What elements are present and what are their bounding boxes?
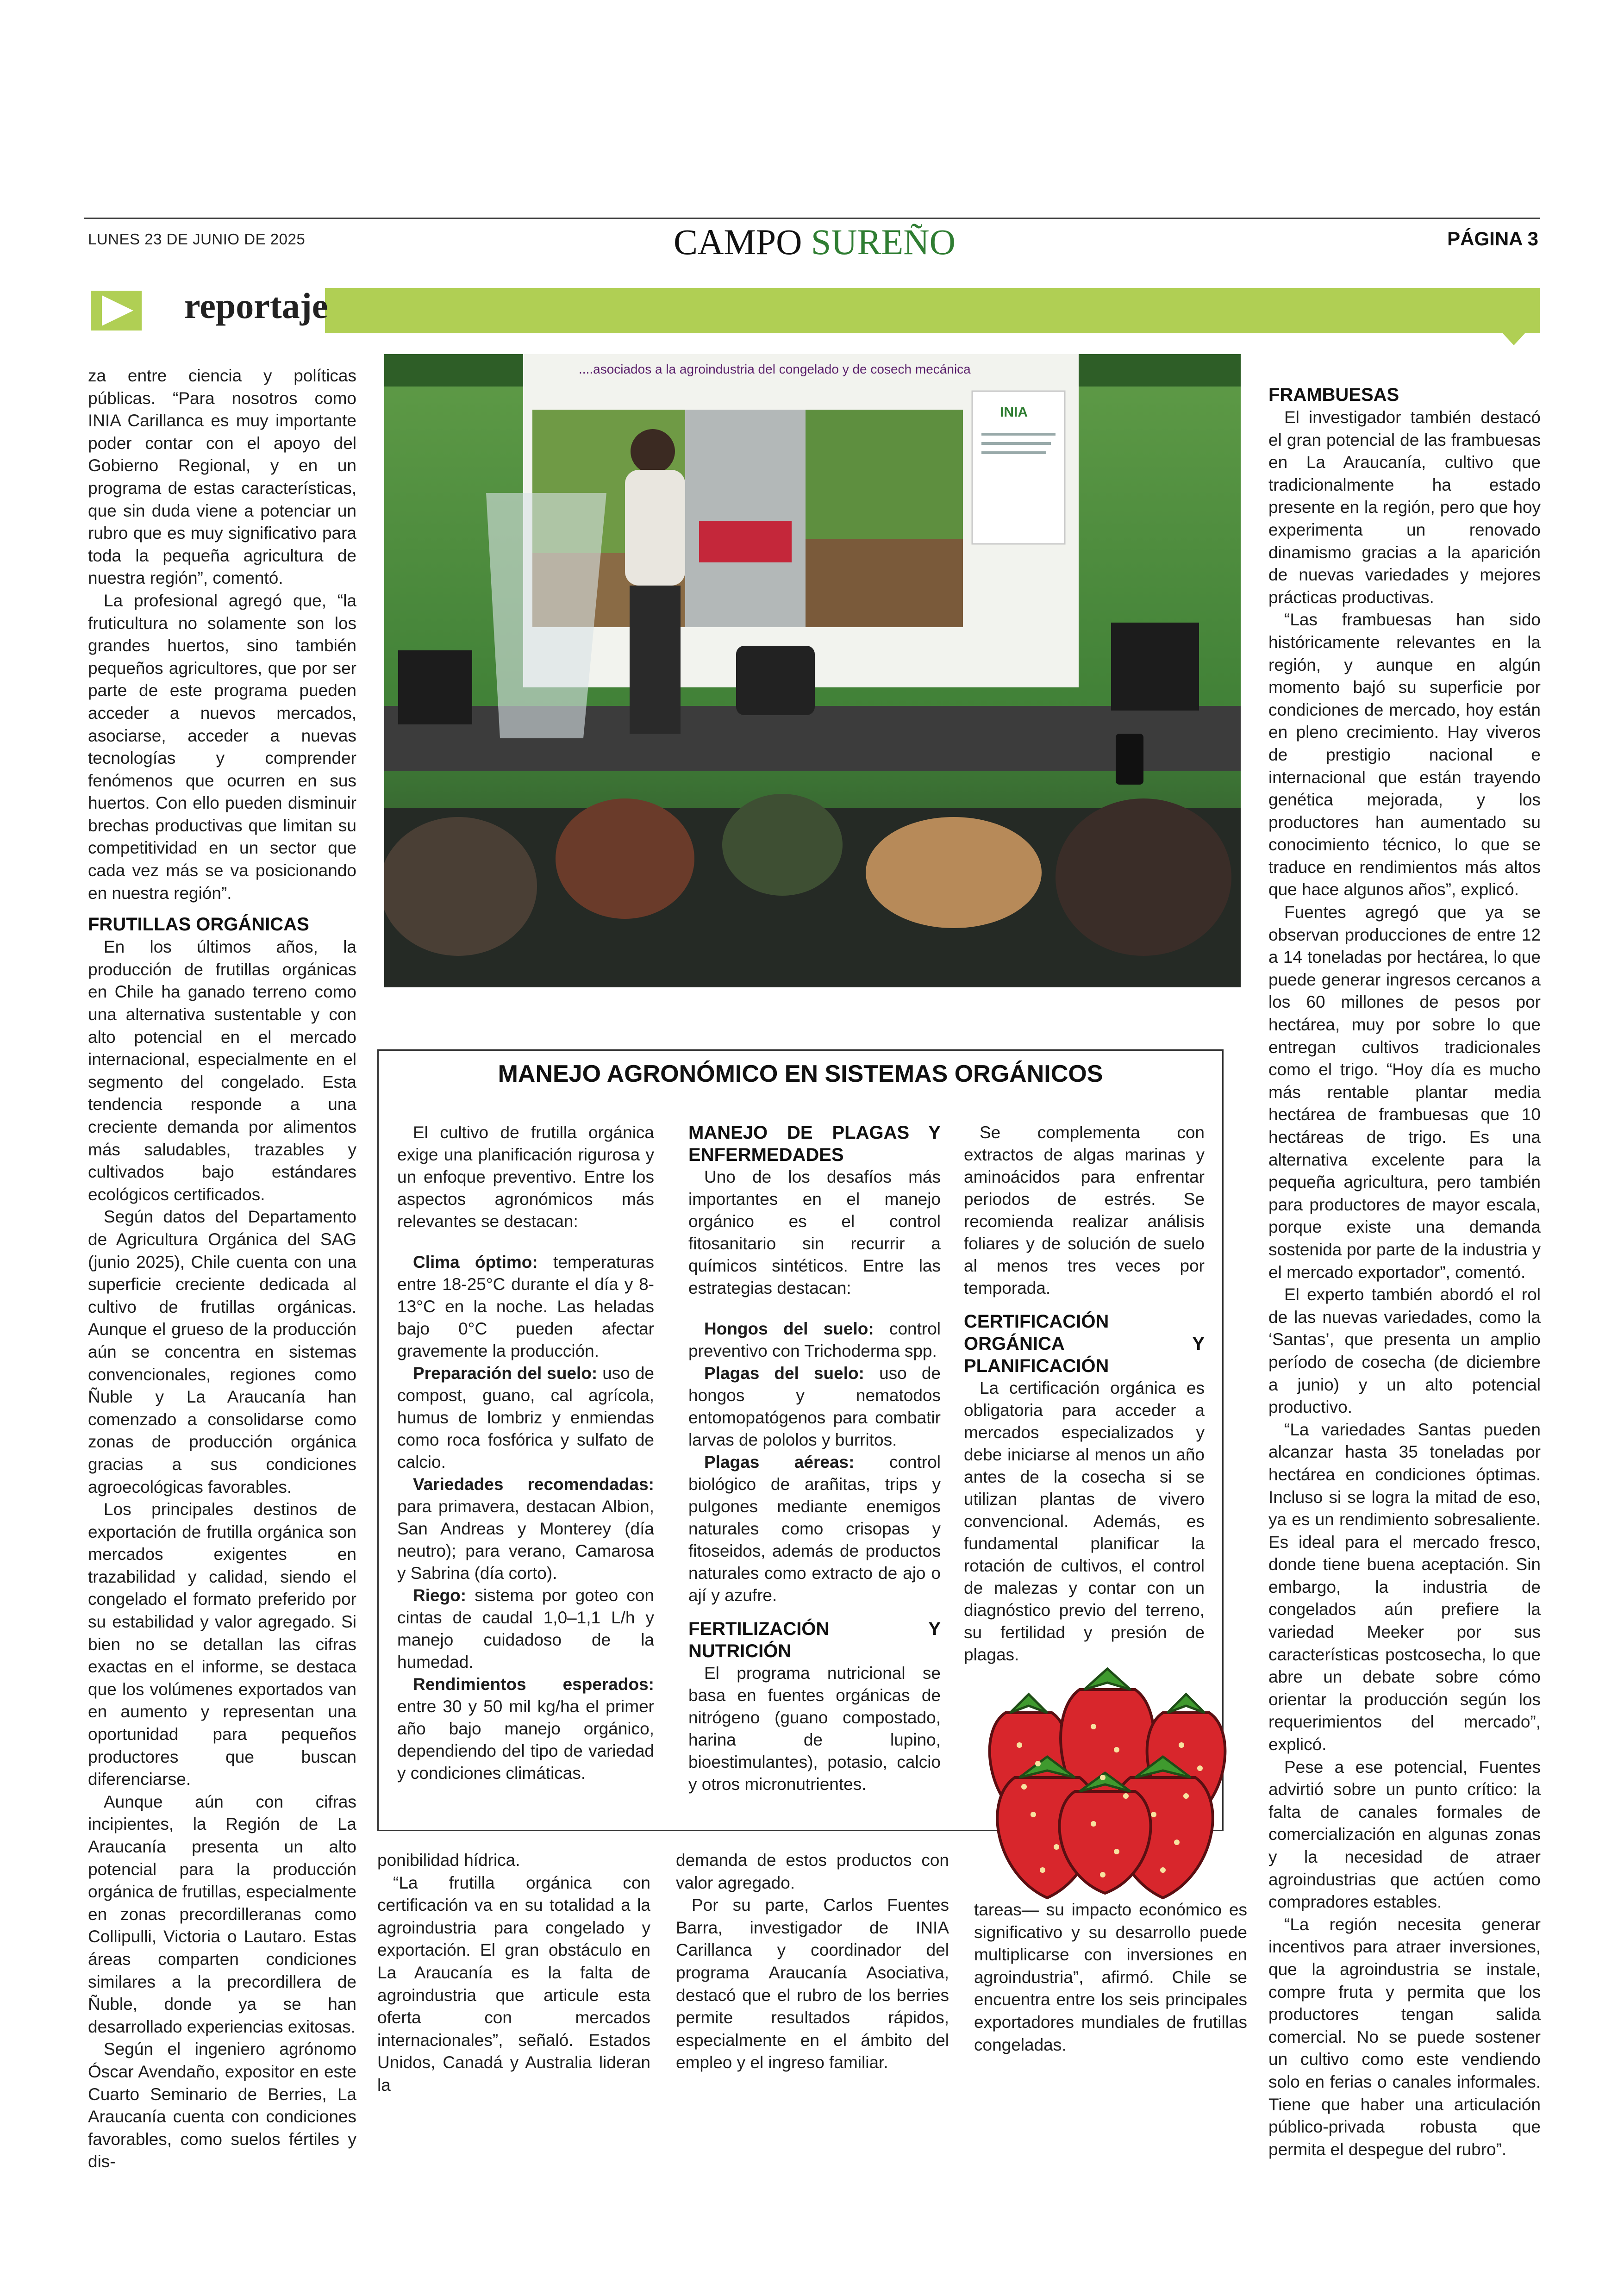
seminar-photo (384, 354, 1241, 987)
speaker (625, 470, 685, 586)
masthead-word-1: CAMPO (674, 222, 802, 262)
item-text: temperaturas entre 18-25°C durante el día y 8-13°C en la noche. Las heladas bajo 0°C pueden afectar gravemente la producción. (397, 1253, 654, 1360)
armchair (1111, 623, 1199, 711)
paragraph: La profesional agregó que, “la fruticultura no solamente son los grandes huertos, sino también pequeños agricultores, que por ser parte de este programa pueden acceder a nuevos mercados, asociarse, acceder a nuevas tecnologías y comprender fenómenos que ocurren en sus huertos. Con ello pueden disminuir brechas productivas que limitan su competitividad en un sector que cada vez más se va posicionando en nuestra región”. (88, 591, 356, 903)
audience-head (722, 794, 843, 896)
paragraph: “La frutilla orgánica con certificación va en su totalidad a la agroindustria para congelado y exportación. El gran obstáculo en La Araucanía es la falta de agroindustria que articule esta oferta con mercados internacionales”, señaló. Estados Unidos, Canadá y Australia lideran la (377, 1873, 650, 2095)
item-label: Rendimientos esperados: (413, 1675, 654, 1694)
column-5 (1268, 383, 1541, 2161)
sidebar-column-3 (964, 1122, 1205, 1666)
armchair (398, 650, 472, 724)
paragraph: La certificación orgánica es obligatoria para acceder a mercados especializados y debe iniciarse al menos un año antes de la cosecha si se utilizan plantas de vivero convencional. Además, es fundamental planificar la rotación de cultivos, el control de malezas y contar con un diagnóstico previo del terreno, su fertilidad y presión de plagas. (964, 1378, 1205, 1664)
item-text: sistema por goteo con cintas de caudal 1,0–1,1 L/h y manejo cuidadoso de la humedad. (397, 1586, 654, 1671)
paragraph: “La variedades Santas pueden alcanzar hasta 35 toneladas por hectárea en condiciones óptimas. Incluso si se logra la mitad de eso, ya es un rendimiento sobresaliente. Es ideal para el mercado fresco, donde tiene buena aceptación. Sin embargo, la industria de congelados aún prefiere la variedad Meeker por sus características postcosecha, lo que abre un debate sobre cómo orientar la producción según los requerimientos del mercado”, explicó. (1268, 1420, 1541, 1754)
paragraph: El cultivo de frutilla orgánica exige una planificación rigurosa y un enfoque preventivo. Entre los aspectos agronómicos más relevantes se destacan: (397, 1123, 654, 1231)
item-text: control biológico de arañitas, trips y pulgones mediante enemigos naturales como crisopas y fitoseidos, además de productos naturales como extracto de ajo o ají y azufre. (688, 1453, 941, 1605)
item-label: Preparación del suelo: (413, 1364, 598, 1383)
paragraph: Pese a ese potencial, Fuentes advirtió sobre un punto crítico: la falta de canales formales de comercialización en algunas zonas y la necesidad de atraer agroindustrias que actúen como compradores estables. (1268, 1757, 1541, 1912)
stage-light (736, 646, 815, 715)
paragraph: Aunque aún con cifras incipientes, la Región de La Araucanía presenta un alto potencial para la producción orgánica de frutillas, especialmente en zonas precordilleranas como Collipulli, Victoria o Lautaro. Estas áreas comparten condiciones similares a la precordillera de Ñuble, donde ya se han desarrollado experiencias exitosas. (88, 1792, 356, 2036)
paragraph: “La región necesita generar incentivos para atraer inversiones, que la agroindustria se instale, compre fruta y permita que los productores tengan salida comercial. No se puede sostener un cultivo como este vendiendo solo en ferias o canales informales. Tiene que haber una articulación público-privada robusta que permita el despegue del rubro”. (1268, 1915, 1541, 2159)
page-number: PÁGINA 3 (1447, 228, 1538, 249)
issue-date: LUNES 23 DE JUNIO DE 2025 (88, 231, 306, 248)
paragraph: “Las frambuesas han sido históricamente relevantes en la región, y aunque en algún momento bajó su superficie por condiciones de mercado, hoy están en pleno crecimiento. Hay viveros de prestigio nacional e internacional que están trayendo genética mejorada, y los productores han aumentado su conocimiento técnico, lo que se traduce en rendimientos más altos que hace algunos años”, explicó. (1268, 610, 1541, 899)
item-label: Variedades recomendadas: (413, 1475, 654, 1494)
item-label: Plagas aéreas: (704, 1453, 855, 1472)
section-bar-notch (1503, 333, 1525, 345)
item-text: para primavera, destacan Albion, San Andreas y Monterey (día neutro); para verano, Camarosa y Sabrina (día corto). (397, 1497, 654, 1583)
item-text: uso de hongos y nematodos entomopatógenos para combatir larvas de pololos y burritos. (688, 1364, 941, 1449)
top-rule (84, 218, 1540, 219)
paragraph: Fuentes agregó que ya se observan producciones de entre 12 a 14 toneladas por hectárea, lo que puede generar ingresos cercanos a los 60 millones de pesos por hectárea, muy por sobre lo que entregan cultivos tradicionales como el trigo. “Hoy día es mucho más rentable plantar media hectárea de frambuesas que 10 hectáreas de trigo. Es una alternativa excelente para la pequeña agricultura, pero también para productores de mayor escala, porque existe una demanda sostenida por parte de la industria y el mercado exportador”, comentó. (1268, 903, 1541, 1282)
subheading: MANEJO DE PLAGAS Y ENFERMEDADES (688, 1123, 941, 1165)
sidebar-column-2 (688, 1122, 941, 1796)
item-label: Hongos del suelo: (704, 1319, 874, 1338)
column-2 (377, 1849, 650, 2097)
subheading: FRUTILLAS ORGÁNICAS (88, 914, 309, 935)
subheading: FRAMBUESAS (1268, 385, 1399, 405)
masthead-word-2: SUREÑO (811, 222, 956, 262)
subheading: FERTILIZACIÓN Y NUTRICIÓN (688, 1619, 941, 1661)
item-label: Clima óptimo: (413, 1253, 538, 1272)
paragraph: za entre ciencia y políticas públicas. “Para nosotros como INIA Carillanca es muy importante poder contar con el apoyo del Gobierno Regional, y en un programa de estas características, que sin duda viene a potenciar un rubro que es muy significativo para toda la pequeña agricultura de nuestra región”, comentó. (88, 366, 356, 588)
paragraph: En los últimos años, la producción de frutillas orgánicas en Chile ha ganado terreno como una alternativa sustentable y con alto potencial en el mercado internacional, especialmente en el segmento del congelado. Esta tendencia responde a una creciente demanda por alimentos más saludables, trazables y cultivados bajo estándares ecológicos certificados. (88, 937, 356, 1204)
item-text: entre 30 y 50 mil kg/ha el primer año bajo manejo orgánico, dependiendo del tipo de variedad y condiciones climáticas. (397, 1697, 654, 1783)
photo-illustration (384, 354, 1241, 987)
paragraph: Por su parte, Carlos Fuentes Barra, investigador de INIA Carillanca y coordinador del programa Araucanía Asociativa, destacó que el rubro de los berries permite resultados rápidos, especialmente en el ámbito del empleo y el ingreso familiar. (676, 1896, 949, 2072)
paragraph: demanda de estos productos con valor agregado. (676, 1851, 949, 1892)
masthead (674, 221, 956, 263)
column-1 (88, 365, 356, 2173)
paragraph: El experto también abordó el rol de las nuevas variedades, como la ‘Santas’, que presenta un amplio período de cosecha (de diciembre a junio) y un alto potencial productivo. (1268, 1285, 1541, 1417)
audience-hat (866, 817, 1042, 928)
sidebar-column-1 (397, 1122, 654, 1784)
item-text: uso de compost, guano, cal agrícola, humus de lombriz y enmiendas como roca fosfórica y sulfato de calcio. (397, 1364, 655, 1472)
audience-head (1056, 798, 1231, 956)
subheading: CERTIFICACIÓN ORGÁNICA Y PLANIFICACIÓN (964, 1311, 1205, 1376)
paragraph: ponibilidad hídrica. (377, 1851, 520, 1870)
paragraph: El investigador también destacó el gran potencial de las frambuesas en La Araucanía, cultivo que tradicionalmente ha estado presente en la región, pero que hoy experimenta un renovado dinamismo gracias a la aparición de nuevas variedades y mejores prácticas productivas. (1268, 408, 1541, 607)
strawberries-illustration (978, 1662, 1237, 1902)
paragraph: tareas— su impacto económico es significativo y su desarrollo puede multiplicarse con inversiones en agroindustria”, afirmó. Chile se encuentra entre los seis principales exportadores mundiales de frutillas congeladas. (974, 1900, 1247, 2054)
banner-text: ....asociados a la agroindustria del congelado y de cosech mecánica (579, 362, 971, 376)
paragraph: Los principales destinos de exportación de frutilla orgánica son mercados exigentes en trazabilidad y calidad, siendo el congelado el formato preferido por su estabilidad y valor agregado. Si bien no se detallan las cifras exactas en el informe, se destaca que los volúmenes exportados van en aumento y representan una oportunidad para pequeños productores que buscan diferenciarse. (88, 1500, 356, 1789)
item-label: Plagas del suelo: (704, 1364, 864, 1383)
audience-head (384, 817, 537, 956)
column-4 (974, 1899, 1247, 2056)
paragraph: Uno de los desafíos más importantes en el manejo orgánico es el control fitosanitario sin recurrir a químicos sintéticos. Entre las estrategias destacan: (688, 1167, 941, 1297)
phone (1116, 734, 1143, 785)
inia-logo-text: INIA (1000, 405, 1028, 420)
section-label: reportaje (184, 286, 328, 326)
sidebar-title: MANEJO AGRONÓMICO EN SISTEMAS ORGÁNICOS (498, 1060, 1103, 1087)
item-text: control preventivo con Trichoderma spp. (688, 1319, 941, 1360)
paragraph: Según el ingeniero agrónomo Óscar Avendaño, expositor en este Cuarto Seminario de Berries, La Araucanía cuenta con condiciones favorables, como suelos fértiles y dis- (88, 2039, 356, 2171)
item-label: Riego: (413, 1586, 467, 1605)
paragraph: Según datos del Departamento de Agricultura Orgánica del SAG (junio 2025), Chile cuenta con una superficie creciente dedicada al cultivo de frutillas orgánicas. Aunque el grueso de la producción aún se concentra en sistemas convencionales, regiones como Ñuble y La Araucanía han comenzado a consolidarse como zonas de producción orgánica gracias a sus condiciones agroecológicas favorables. (88, 1207, 356, 1497)
audience-head (556, 798, 694, 919)
paragraph: Se complementa con extractos de algas marinas y aminoácidos para enfrentar periodos de estrés. Se recomienda realizar análisis foliares y de solución de suelo al menos tres veces por temporada. (964, 1123, 1205, 1297)
column-3 (676, 1849, 949, 2074)
play-triangle-icon (91, 291, 142, 331)
paragraph: El programa nutricional se basa en fuentes orgánicas de nitrógeno (guano compostado, harina de lupino, bioestimulantes), potasio, calcio y otros micronutrientes. (688, 1664, 941, 1794)
